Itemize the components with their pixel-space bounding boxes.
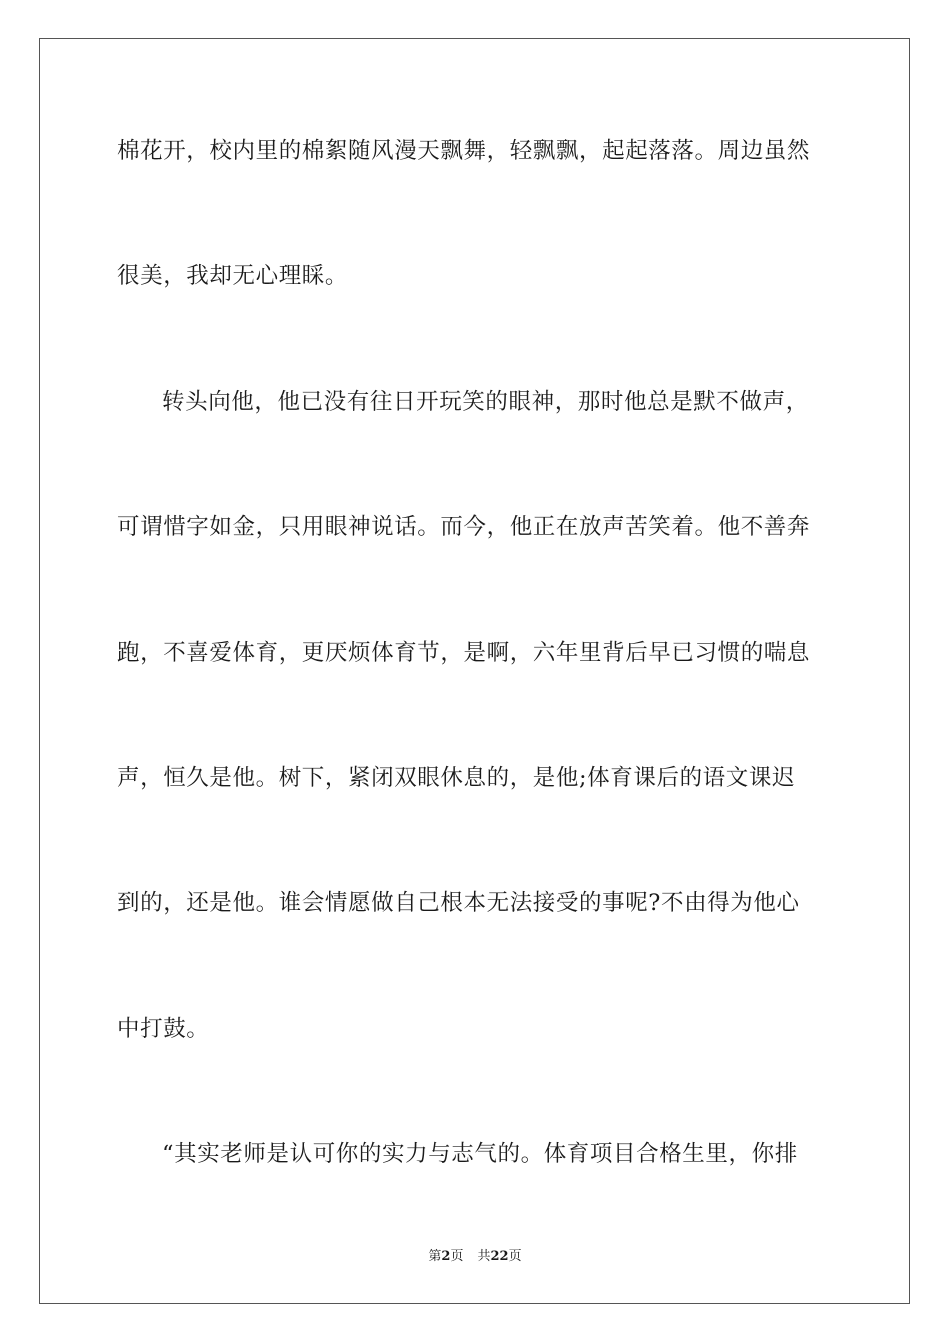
blank-line [117, 320, 837, 383]
text-line-8: 中打鼓。 [117, 1015, 210, 1042]
text-line-7: 到的，还是他。谁会情愿做自己根本无法接受的事呢?不由得为他心 [117, 890, 800, 917]
page-suffix: 页 [450, 1249, 464, 1264]
blank-line [117, 571, 837, 634]
page-prefix: 第 [428, 1249, 442, 1264]
document-body [117, 132, 837, 1198]
blank-line [117, 947, 837, 1010]
text-line-3: 转头向他，他已没有往日开玩笑的眼神，那时他总是默不做声， [162, 388, 809, 415]
text-line-2: 很美，我却无心理睬。 [117, 263, 349, 290]
blank-line [117, 822, 837, 885]
total-pages: 22 [490, 1249, 509, 1264]
text-line-5: 跑，不喜爱体育，更厌烦体育节，是啊，六年里背后早已习惯的喘息 [117, 639, 811, 666]
total-suffix: 页 [508, 1249, 522, 1264]
page-footer [0, 1248, 950, 1266]
blank-line [117, 696, 837, 759]
text-line-6: 声，恒久是他。树下，紧闭双眼休息的，是他;体育课后的语文课迟 [117, 764, 796, 791]
text-line-9: “其实老师是认可你的实力与志气的。体育项目合格生里，你排 [162, 1141, 798, 1167]
blank-line [117, 195, 837, 258]
text-line-4: 可谓惜字如金，只用眼神说话。而今，他正在放声苦笑着。他不善奔 [117, 514, 811, 541]
blank-line [117, 1072, 837, 1135]
blank-line [117, 445, 837, 508]
text-line-1: 棉花开，校内里的棉絮随风漫天飘舞，轻飘飘，起起落落。周边虽然 [117, 138, 811, 164]
total-prefix: 共 [477, 1249, 491, 1264]
page-number: 2 [441, 1249, 451, 1264]
